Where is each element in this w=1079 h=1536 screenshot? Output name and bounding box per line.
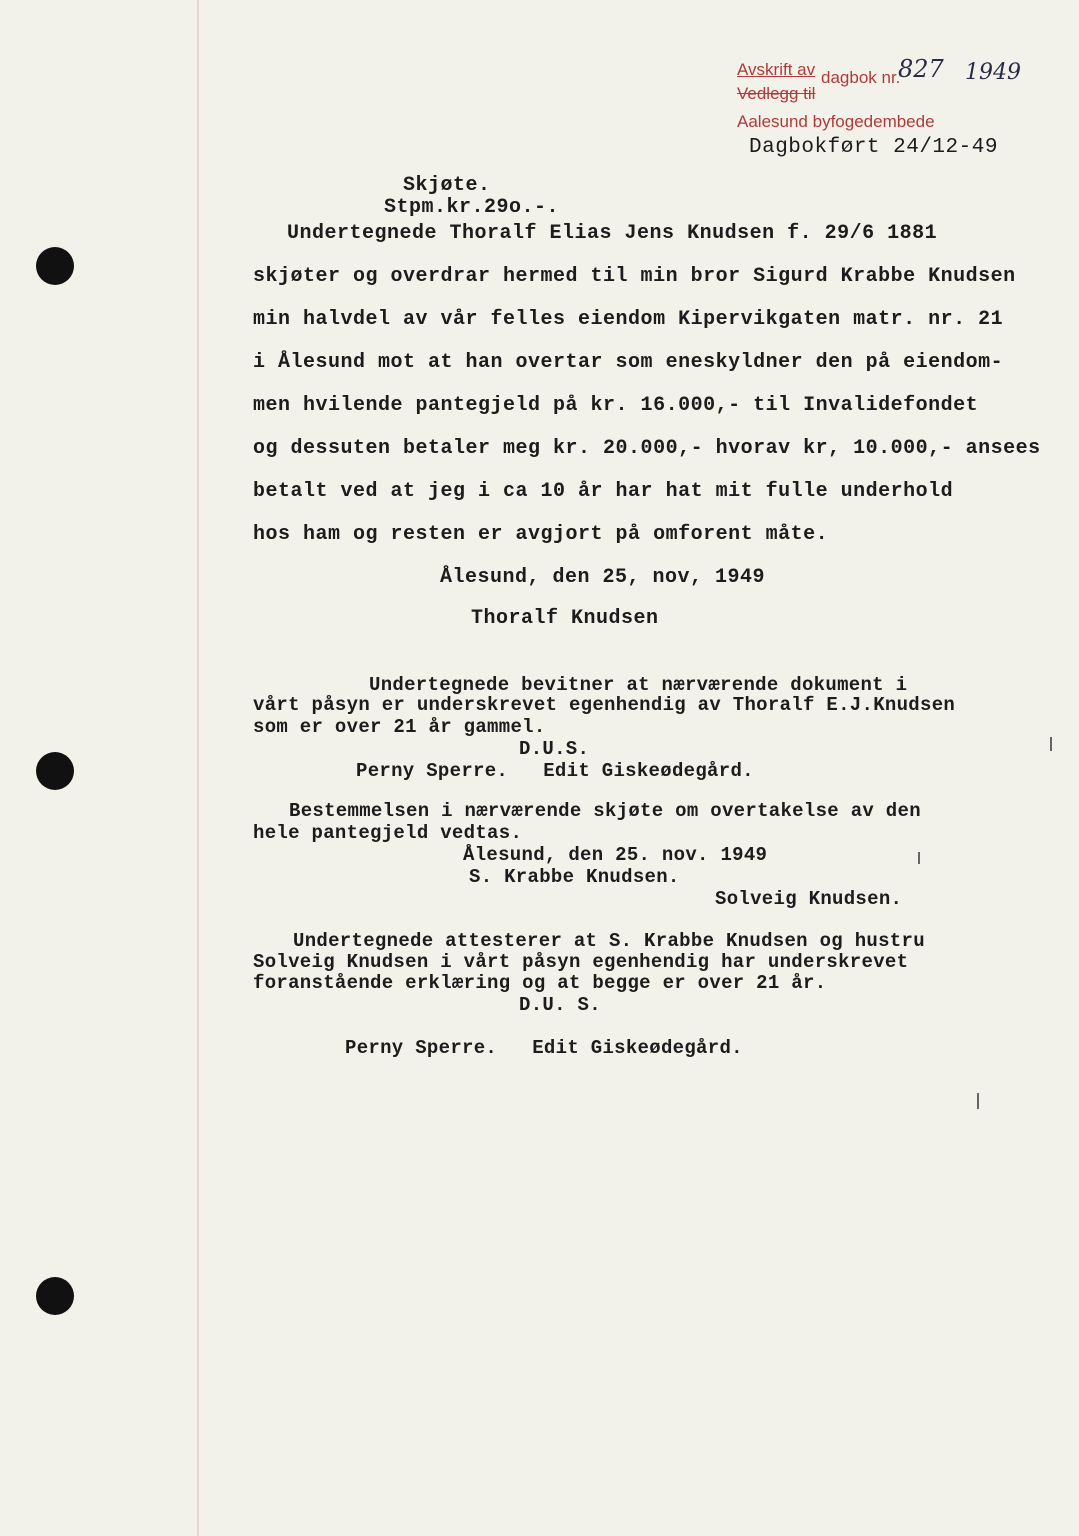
- accept-line-1: Bestemmelsen i nærværende skjøte om overtakelse av den: [289, 800, 921, 822]
- signature-thoralf: Thoralf Knudsen: [471, 607, 659, 630]
- stamp-fee: Stpm.kr.29o.-.: [384, 196, 560, 219]
- witness-names: Perny Sperre. Edit Giskeødegård.: [356, 760, 754, 782]
- punch-hole-bottom: [36, 1277, 74, 1315]
- body-line-1: Undertegnede Thoralf Elias Jens Knudsen f. 29/6 1881: [287, 222, 938, 245]
- body-line-4: i Ålesund mot at han overtar som eneskyldner den på eiendom-: [253, 351, 1004, 374]
- body-line-3: min halvdel av vår felles eiendom Kipervikgaten matr. nr. 21: [253, 308, 1004, 331]
- body-line-5: men hvilende pantegjeld på kr. 16.000,- til Invalidefondet: [253, 394, 979, 417]
- attest-names: Perny Sperre. Edit Giskeødegård.: [345, 1037, 743, 1059]
- accept-signature-1: S. Krabbe Knudsen.: [469, 866, 680, 888]
- handwritten-year: 1949: [965, 60, 1021, 85]
- attest-line-1: Undertegnede attesterer at S. Krabbe Knudsen og hustru: [293, 930, 925, 952]
- stamp-avskrift: Avskrift av: [737, 60, 816, 79]
- accept-place-date: Ålesund, den 25. nov. 1949: [463, 844, 768, 866]
- dagbokfort-stamp: Dagbokført 24/12-49: [749, 136, 998, 159]
- punch-hole-middle: [36, 752, 74, 790]
- witness-line-1: Undertegnede bevitner at nærværende dokument i: [369, 674, 908, 696]
- handwritten-number: 827: [898, 55, 944, 83]
- document-title: Skjøte.: [403, 174, 491, 197]
- body-line-6: og dessuten betaler meg kr. 20.000,- hvorav kr, 10.000,- ansees: [253, 437, 1041, 460]
- margin-tick: [918, 852, 920, 864]
- attest-line-2: Solveig Knudsen i vårt påsyn egenhendig har underskrevet: [253, 951, 909, 973]
- margin-line: [197, 0, 199, 1536]
- witness-line-3: som er over 21 år gammel.: [253, 716, 546, 738]
- body-line-7: betalt ved at jeg i ca 10 år har hat mit fulle underhold: [253, 480, 954, 503]
- witness-dus: D.U.S.: [519, 738, 590, 760]
- accept-signature-2: Solveig Knudsen.: [715, 888, 903, 910]
- body-line-2: skjøter og overdrar hermed til min bror Sigurd Krabbe Knudsen: [253, 265, 1016, 288]
- place-date: Ålesund, den 25, nov, 1949: [440, 566, 766, 589]
- accept-line-2: hele pantegjeld vedtas.: [253, 822, 523, 844]
- attest-line-3: foranstående erklæring og at begge er over 21 år.: [253, 972, 827, 994]
- witness-line-2: vårt påsyn er underskrevet egenhendig av Thoralf E.J.Knudsen: [253, 694, 956, 716]
- stamp-vedlegg: Vedlegg til: [737, 84, 816, 103]
- punch-hole-top: [36, 247, 74, 285]
- margin-tick: [977, 1093, 979, 1109]
- attest-dus: D.U. S.: [519, 994, 601, 1016]
- stamp-dagbok: dagbok nr.: [821, 68, 901, 87]
- stamp-office: Aalesund byfogedembede: [737, 112, 935, 131]
- body-line-8: hos ham og resten er avgjort på omforent måte.: [253, 523, 829, 546]
- margin-tick: [1050, 737, 1052, 751]
